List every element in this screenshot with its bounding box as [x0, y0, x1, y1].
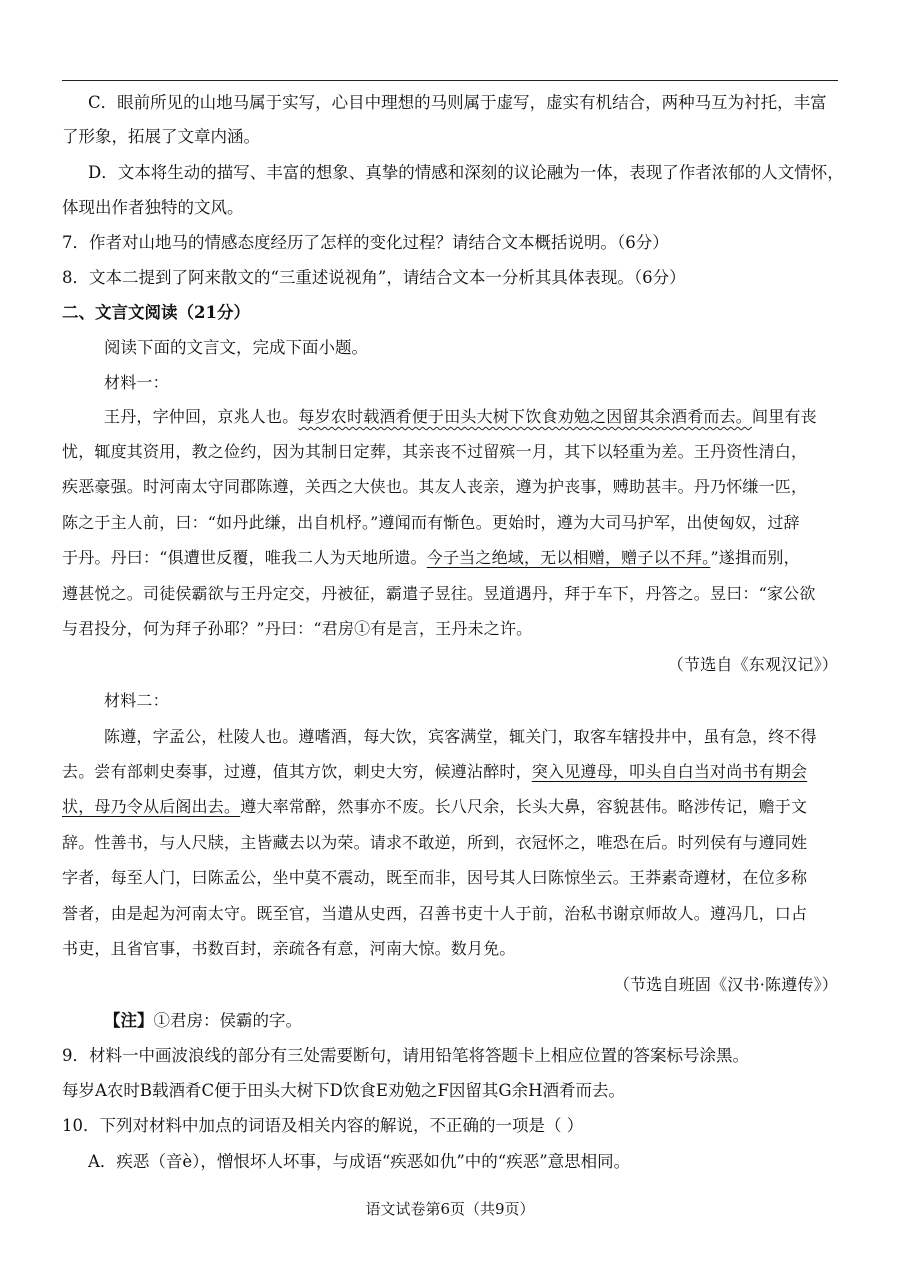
- section-instruction: 阅读下面的文言文，完成下面小题。: [104, 338, 368, 357]
- material2-line: [62, 761, 807, 783]
- question-10-option-a: A．疾恶（音è），憎恨坏人坏事，与成语“疾恶如仇”中的“疾恶”意思相同。: [88, 1152, 631, 1171]
- material1-source: （节选自《东观汉记》）: [667, 655, 838, 674]
- material2-label: 材料二：: [104, 691, 169, 710]
- text-span: 闾里有丧: [752, 407, 817, 426]
- material2-line: 陈遵，字孟公，杜陵人也。遵嗜酒，每大饮，宾客满堂，辄关门，取客车辖投井中，虽有急，终不得: [104, 727, 817, 746]
- material1-line: 遵甚悦之。司徒侯霸欲与王丹定交，丹被征，霸遣子昱往。昱道遇丹，拜于车下，丹答之。昱曰：“家公欲: [62, 584, 816, 603]
- wavy-underlined-passage: 每岁农时载酒肴便于田头大树下饮食劝勉之因留其余酒肴而去。: [298, 407, 753, 426]
- material1-line: 疾恶豪强。时河南太守同郡陈遵，关西之大侠也。其友人丧亲，遵为护丧事，赙助甚丰。丹乃怀缣一匹，: [62, 477, 808, 496]
- material1-label: 材料一：: [104, 373, 169, 392]
- material2-line: [62, 796, 807, 818]
- page-footer: 语文试卷第6页（共9页）: [365, 1200, 535, 1218]
- question-7: 7．作者对山地马的情感态度经历了怎样的变化过程？请结合文本概括说明。（6分）: [62, 233, 669, 252]
- option-c-line2: 了形象，拓展了文章内涵。: [62, 127, 260, 146]
- text-span: 于丹。丹曰：“俱遭世反覆，唯我二人为天地所遗。: [62, 548, 427, 567]
- material2-source: （节选自班固《汉书·陈遵传》）: [613, 975, 838, 994]
- section-heading: 二、文言文阅读（21分）: [62, 303, 250, 322]
- question-9: 9．材料一中画波浪线的部分有三处需要断句，请用铅笔将答题卡上相应位置的答案标号涂黑。: [62, 1046, 749, 1065]
- question-8: 8．文本二提到了阿来散文的“三重述说视角”，请结合文本一分析其具体表现。（6分）: [62, 268, 686, 287]
- option-d-line1: D．文本将生动的描写、丰富的想象、真挚的情感和深刻的议论融为一体，表现了作者浓郁的人文情怀，: [88, 163, 844, 182]
- note: [104, 1010, 302, 1032]
- material2-line: 誉者，由是起为河南太守。既至官，当遣从史西，召善书吏十人于前，治私书谢京师故人。遵冯几，口占: [62, 904, 808, 923]
- material2-line: 辞。性善书，与人尺牍，主皆藏去以为荣。请求不敢逆，所到，衣冠怀之，唯恐在后。时列侯有与遵同姓: [62, 833, 808, 852]
- note-tag: 【注】: [104, 1011, 154, 1030]
- underlined-sentence: 突入见遵母，叩头自白当对尚书有期会: [531, 762, 808, 781]
- note-text: ①君房：侯霸的字。: [153, 1011, 302, 1030]
- material1-line: 与君投分，何为拜子孙耶？”丹曰：“君房①有是言，王丹未之许。: [62, 619, 533, 638]
- underlined-sentence: 状，母乃令从后阁出去。: [62, 797, 241, 816]
- text-span: ”遂揖而别，: [710, 548, 800, 567]
- text-span: 王丹，字仲回，京兆人也。: [104, 407, 299, 426]
- material1-line: 忧，辄度其资用，教之俭约，因为其制日定葬，其亲丧不过留殡一月，其下以轻重为差。王丹资性清白，: [62, 442, 808, 461]
- question-10: 10．下列对材料中加点的词语及相关内容的解说，不正确的一项是（ ）: [62, 1116, 584, 1135]
- option-d-line2: 体现出作者独特的文风。: [62, 198, 244, 217]
- header-rule: [62, 80, 838, 81]
- text-span: 遵大率常醉，然事亦不废。长八尺余，长头大鼻，容貌甚伟。略涉传记，赡于文: [240, 797, 808, 816]
- material1-line: [62, 547, 800, 569]
- material1-line: 陈之于主人前，曰：“如丹此缣，出自机杼。”遵闻而有惭色。更始时，遵为大司马护军，出使匈奴，过辞: [62, 513, 800, 532]
- material2-line: 书吏，且省官事，书数百封，亲疏各有意，河南大惊。数月免。: [62, 939, 516, 958]
- material1-line: [104, 406, 817, 428]
- question-9-sentence: 每岁A农时B载酒肴C便于田头大树下D饮食E劝勉之F因留其G余H酒肴而去。: [62, 1081, 625, 1100]
- underlined-sentence: 今子当之绝域，无以相赠，赠子以不拜。: [426, 548, 711, 567]
- text-span: 去。尝有部刺史奏事，过遵，值其方饮，刺史大穷，候遵沾醉时，: [62, 762, 532, 781]
- option-c-line1: C．眼前所见的山地马属于实写，心目中理想的马则属于虚写，虚实有机结合，两种马互为衬托，丰富: [88, 93, 827, 112]
- material2-line: 字者，每至人门，曰陈孟公，坐中莫不震动，既至而非，因号其人曰陈惊坐云。王莽素奇遵材，在位多称: [62, 868, 808, 887]
